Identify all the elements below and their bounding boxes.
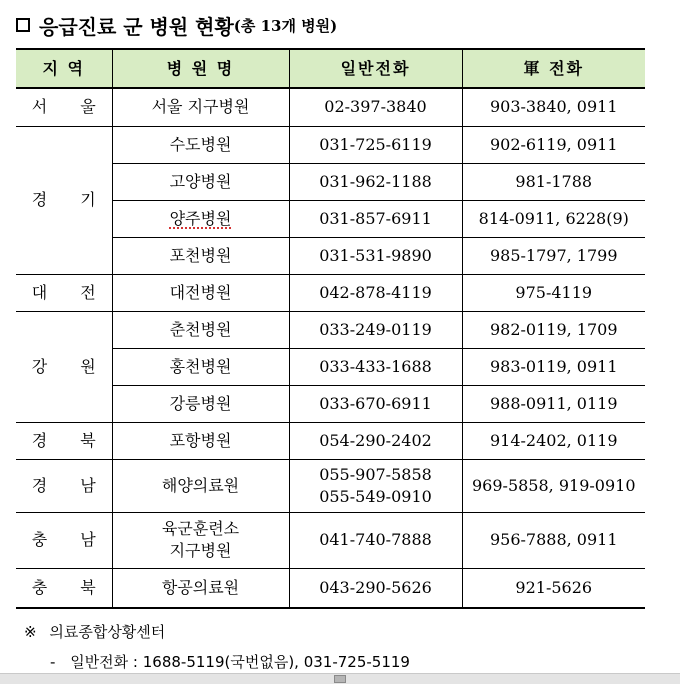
hospital-cell xyxy=(112,512,289,568)
hospital-cell: 고양병원 xyxy=(112,163,289,200)
hospital-line: 육군훈련소 xyxy=(161,519,240,538)
military-phone-cell: 982-0119, 1709 xyxy=(462,311,645,348)
phone-cell: 042-878-4119 xyxy=(289,274,462,311)
checkbox-square-icon xyxy=(16,18,30,32)
note-title: 의료종합상황센터 xyxy=(49,623,166,641)
table-row xyxy=(16,126,645,163)
phone-cell: 031-857-6911 xyxy=(289,200,462,237)
phone-cell: 054-290-2402 xyxy=(289,422,462,459)
header-military-phone: 軍 전화 xyxy=(462,49,645,88)
hospital-cell: 서울 지구병원 xyxy=(112,88,289,126)
phone-cell: 031-962-1188 xyxy=(289,163,462,200)
hospital-cell: 항공의료원 xyxy=(112,568,289,608)
region-cell: 대 전 xyxy=(16,274,112,311)
phone-cell: 033-670-6911 xyxy=(289,385,462,422)
region-cell: 충 북 xyxy=(16,568,112,608)
note-heading xyxy=(24,621,165,642)
military-phone-cell: 988-0911, 0119 xyxy=(462,385,645,422)
phone-cell: 033-249-0119 xyxy=(289,311,462,348)
hospital-line: 지구병원 xyxy=(169,541,232,560)
note-dash: - xyxy=(50,653,56,671)
table-row xyxy=(16,88,645,126)
military-phone-cell: 983-0119, 0911 xyxy=(462,348,645,385)
region-cell: 강 원 xyxy=(16,311,112,422)
table-row xyxy=(16,459,645,512)
hospital-cell: 홍천병원 xyxy=(112,348,289,385)
hospital-cell: 대전병원 xyxy=(112,274,289,311)
hospital-cell: 포항병원 xyxy=(112,422,289,459)
military-phone-cell: 902-6119, 0911 xyxy=(462,126,645,163)
horizontal-scrollbar[interactable] xyxy=(0,673,680,684)
phone-line: 055-549-0910 xyxy=(319,486,432,506)
hospital-cell: 수도병원 xyxy=(112,126,289,163)
military-phone-cell: 921-5626 xyxy=(462,568,645,608)
military-phone-cell: 914-2402, 0119 xyxy=(462,422,645,459)
table-row xyxy=(16,512,645,568)
table-header-row xyxy=(16,49,645,88)
region-cell: 충 남 xyxy=(16,512,112,568)
hospital-name: 양주병원 xyxy=(169,208,232,228)
scrollbar-thumb[interactable] xyxy=(334,675,346,683)
phone-cell: 031-725-6119 xyxy=(289,126,462,163)
table-row xyxy=(16,568,645,608)
phone-cell xyxy=(289,459,462,512)
phone-cell: 02-397-3840 xyxy=(289,88,462,126)
note-text: 일반전화 : 1688-5119(국번없음), 031-725-5119 xyxy=(70,653,410,671)
phone-cell: 041-740-7888 xyxy=(289,512,462,568)
hospital-cell: 포천병원 xyxy=(112,237,289,274)
hospital-table xyxy=(16,48,645,609)
document-title xyxy=(16,10,337,40)
military-phone-cell: 975-4119 xyxy=(462,274,645,311)
hospital-cell: 해양의료원 xyxy=(112,459,289,512)
military-phone-cell: 903-3840, 0911 xyxy=(462,88,645,126)
phone-cell: 043-290-5626 xyxy=(289,568,462,608)
hospital-cell: 춘천병원 xyxy=(112,311,289,348)
reference-mark-icon: ※ xyxy=(24,623,37,641)
phone-cell: 033-433-1688 xyxy=(289,348,462,385)
region-cell: 경 북 xyxy=(16,422,112,459)
header-region: 지 역 xyxy=(16,49,112,88)
title-sub: (총 13개 병원) xyxy=(233,16,338,35)
military-phone-cell: 969-5858, 919-0910 xyxy=(462,459,645,512)
note-line xyxy=(50,651,410,672)
phone-cell: 031-531-9890 xyxy=(289,237,462,274)
military-phone-cell: 814-0911, 6228(9) xyxy=(462,200,645,237)
table-row xyxy=(16,274,645,311)
region-cell: 서 울 xyxy=(16,88,112,126)
military-phone-cell: 956-7888, 0911 xyxy=(462,512,645,568)
military-phone-cell: 981-1788 xyxy=(462,163,645,200)
table-row xyxy=(16,311,645,348)
region-cell: 경 기 xyxy=(16,126,112,274)
header-hospital: 병 원 명 xyxy=(112,49,289,88)
region-cell: 경 남 xyxy=(16,459,112,512)
phone-line: 055-907-5858 xyxy=(319,464,432,484)
title-main: 응급진료 군 병원 현황 xyxy=(39,14,234,39)
hospital-cell xyxy=(112,200,289,237)
table-row xyxy=(16,422,645,459)
military-phone-cell: 985-1797, 1799 xyxy=(462,237,645,274)
header-phone: 일반전화 xyxy=(289,49,462,88)
hospital-cell: 강릉병원 xyxy=(112,385,289,422)
